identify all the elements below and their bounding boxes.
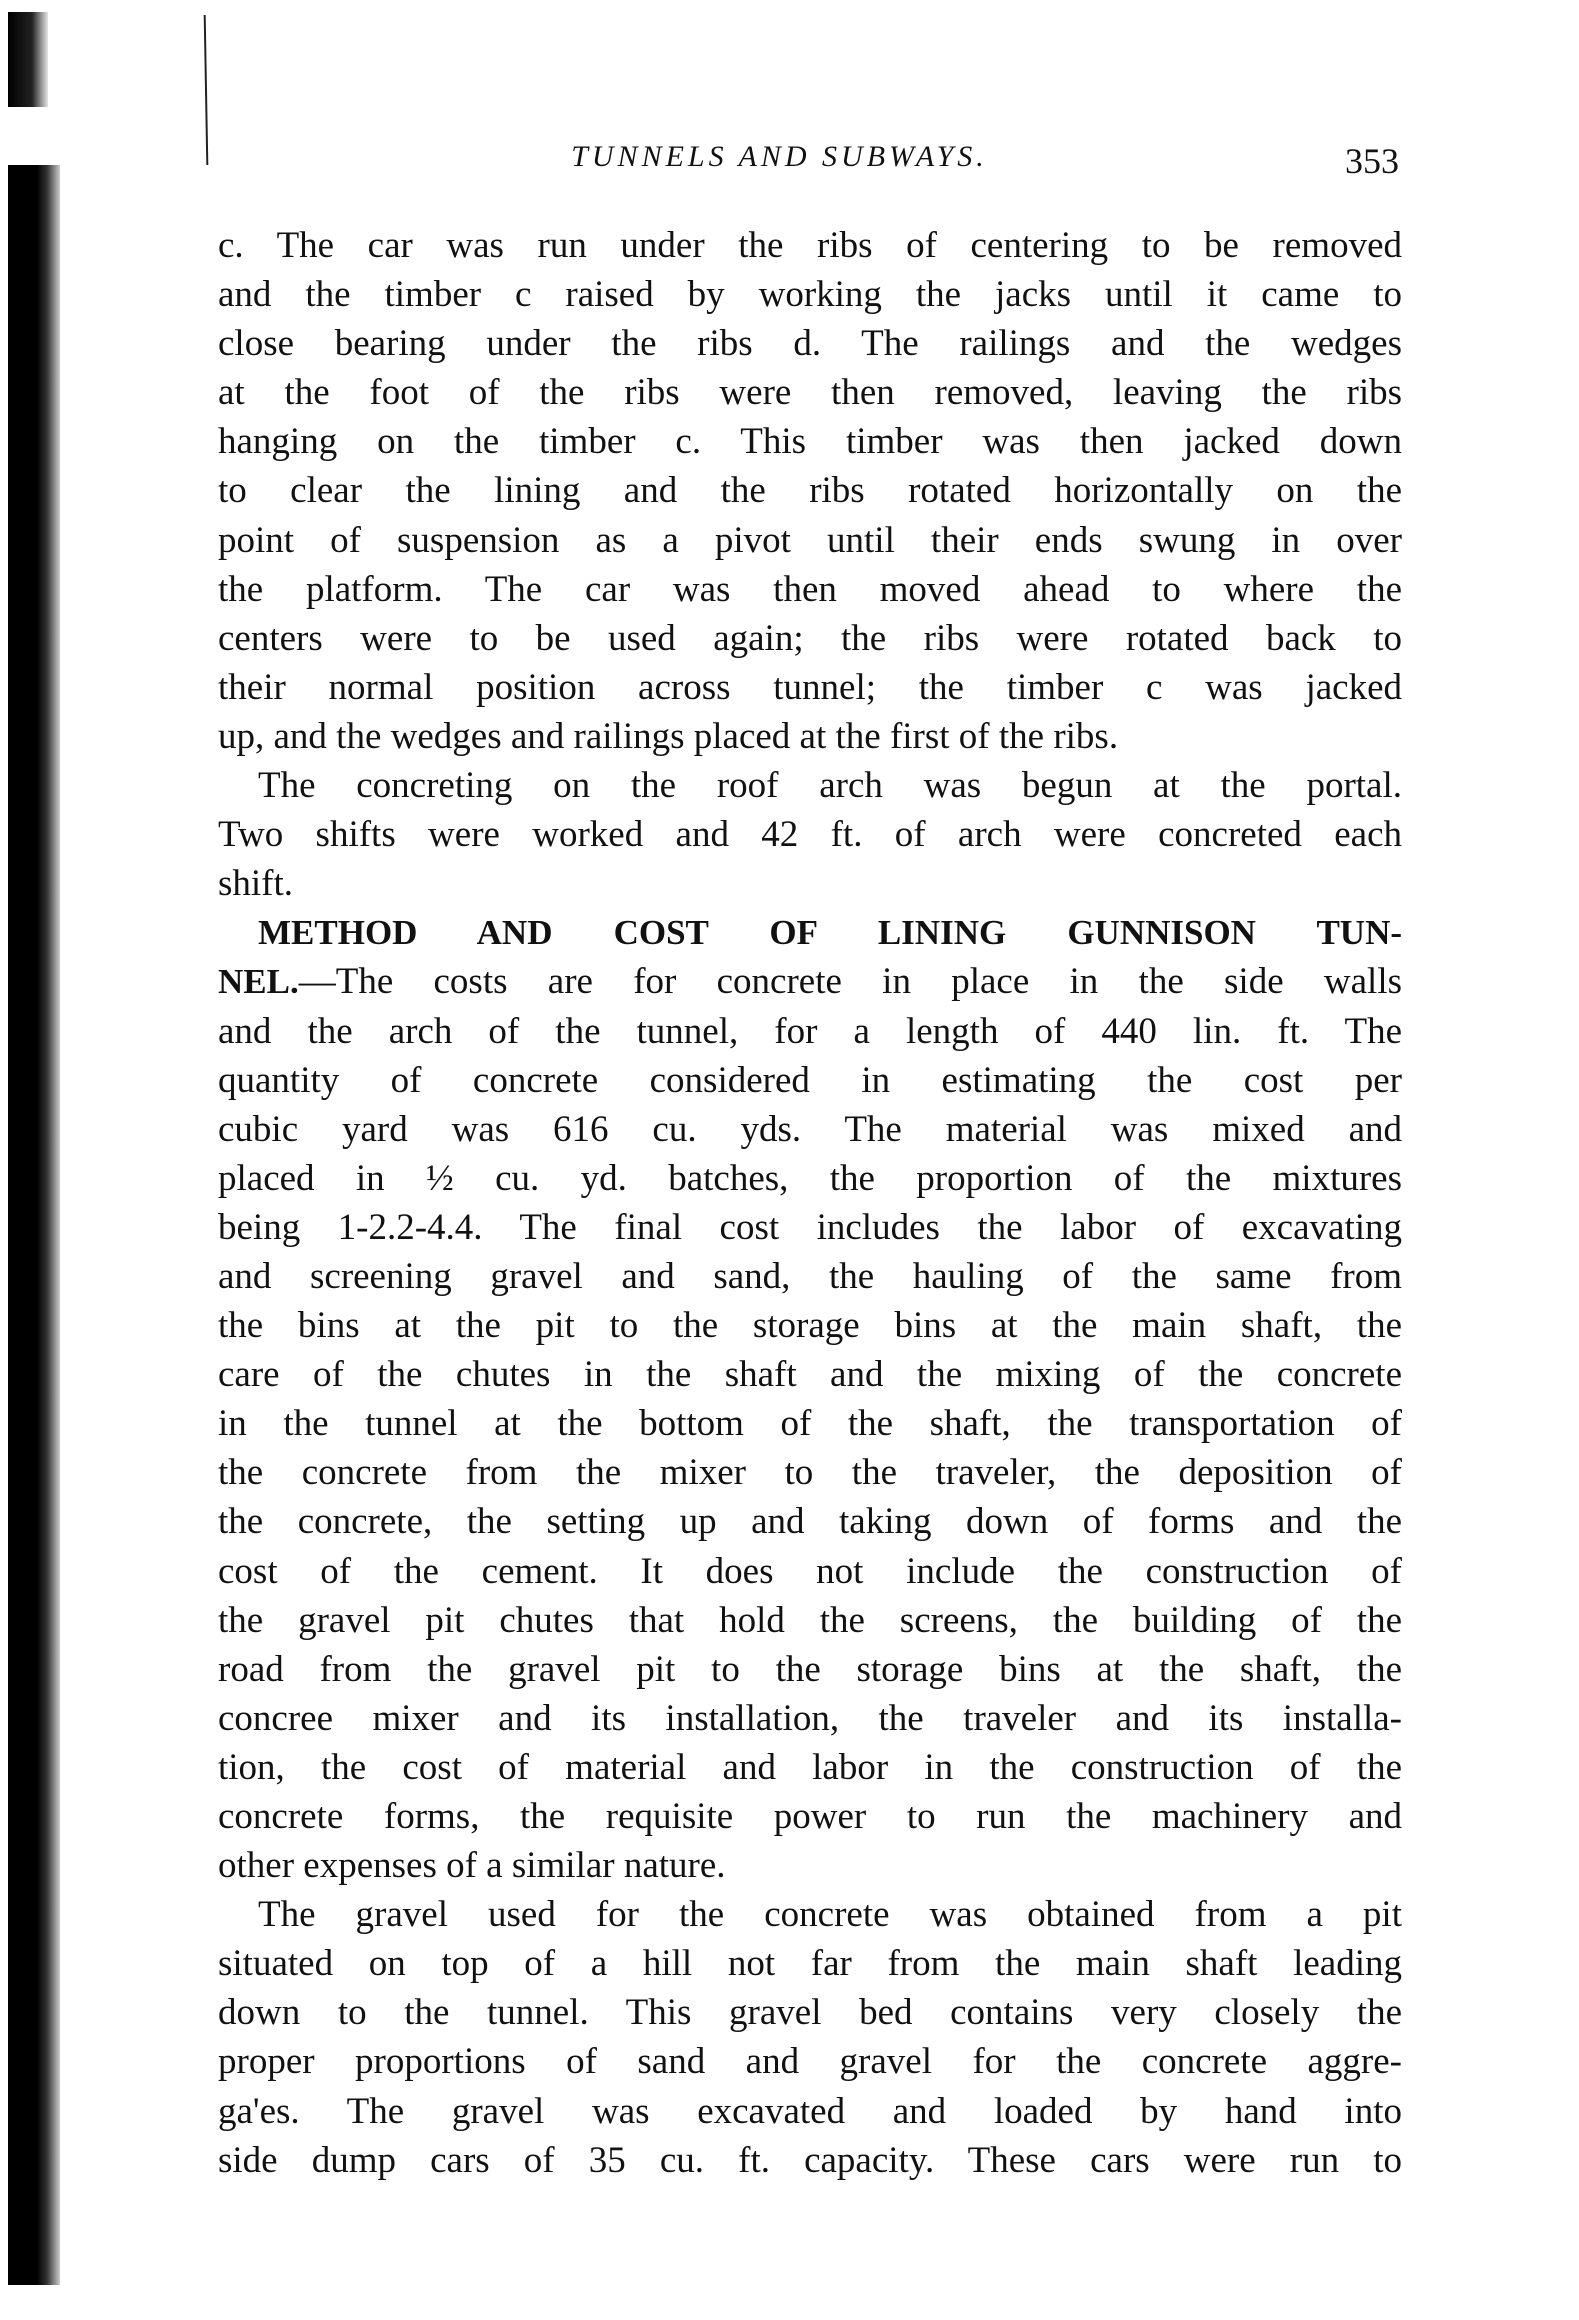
text-line: their normal position across tunnel; the timber c was jacked: [218, 666, 1402, 708]
text-line: quantity of concrete considered in estimating the cost per: [218, 1059, 1402, 1101]
text-line: the concrete from the mixer to the traveler, the deposition of: [218, 1452, 1402, 1494]
text-line: Two shifts were worked and 42 ft. of arch were concreted each: [218, 814, 1402, 856]
text-line: hanging on the timber c. This timber was then jacked down: [218, 421, 1402, 463]
section-heading: METHOD AND COST OF LINING GUNNISON TUN-: [258, 913, 1402, 953]
scan-edge-shadow-top: [8, 12, 48, 107]
text-line: being 1-2.2-4.4. The final cost includes the labor of excavating: [218, 1206, 1402, 1248]
text-line: the platform. The car was then moved ahead to where the: [218, 568, 1402, 610]
running-title: TUNNELS AND SUBWAYS.: [571, 140, 988, 173]
text-line: situated on top of a hill not far from the main shaft leading: [218, 1943, 1402, 1985]
text-line: other expenses of a similar nature.: [218, 1845, 726, 1887]
text-line: up, and the wedges and railings placed at the first of the ribs.: [218, 715, 1119, 757]
text-line: ga'es. The gravel was excavated and loaded by hand into: [218, 2090, 1402, 2132]
text-line: the bins at the pit to the storage bins at the main shaft, the: [218, 1305, 1402, 1347]
text-line: and the arch of the tunnel, for a length of 440 lin. ft. The: [218, 1010, 1402, 1052]
text-line: road from the gravel pit to the storage bins at the shaft, the: [218, 1648, 1402, 1690]
text-line: care of the chutes in the shaft and the mixing of the concrete: [218, 1354, 1402, 1396]
text-line-rest: —The costs are for concrete in place in the side walls: [298, 961, 1402, 1003]
text-line: centers were to be used again; the ribs were rotated back to: [218, 617, 1402, 659]
text-line: close bearing under the ribs d. The railings and the wedges: [218, 323, 1402, 365]
page-number: 353: [1345, 141, 1399, 181]
text-line: to clear the lining and the ribs rotated horizontally on the: [218, 470, 1402, 512]
text-line: tion, the cost of material and labor in the construction of the: [218, 1746, 1402, 1788]
text-line: and screening gravel and sand, the hauling of the same from: [218, 1255, 1402, 1297]
text-line: The concreting on the roof arch was begun at the portal.: [258, 765, 1402, 807]
text-line: c. The car was run under the ribs of centering to be removed: [218, 225, 1402, 266]
text-line: [218, 957, 1402, 1006]
text-line: and the timber c raised by working the jacks until it came to: [218, 274, 1402, 316]
text-line: the concrete, the setting up and taking down of forms and the: [218, 1501, 1402, 1543]
section-heading-end: NEL.: [218, 962, 299, 1002]
text-line: cost of the cement. It does not include the construction of: [218, 1550, 1402, 1592]
text-line: the gravel pit chutes that hold the screens, the building of the: [218, 1599, 1402, 1641]
body-text: [218, 221, 1402, 2185]
text-line: concree mixer and its installation, the traveler and its installa-: [218, 1697, 1402, 1739]
text-line: cubic yard was 616 cu. yds. The material was mixed and: [218, 1108, 1402, 1150]
text-line: proper proportions of sand and gravel for the concrete aggre-: [218, 2041, 1402, 2083]
text-line: in the tunnel at the bottom of the shaft, the transportation of: [218, 1403, 1402, 1445]
text-line: placed in ½ cu. yd. batches, the proportion of the mixtures: [218, 1157, 1402, 1199]
scan-edge-shadow: [8, 165, 60, 2285]
text-line: side dump cars of 35 cu. ft. capacity. These cars were run to: [218, 2139, 1402, 2181]
text-line: down to the tunnel. This gravel bed contains very closely the: [218, 1992, 1402, 2034]
text-line: at the foot of the ribs were then removed, leaving the ribs: [218, 372, 1402, 414]
text-line: point of suspension as a pivot until their ends swung in over: [218, 519, 1402, 561]
text-line: The gravel used for the concrete was obtained from a pit: [258, 1894, 1402, 1936]
text-line: shift.: [218, 863, 294, 905]
text-line: concrete forms, the requisite power to run the machinery and: [218, 1796, 1402, 1837]
running-head: [0, 140, 1579, 174]
